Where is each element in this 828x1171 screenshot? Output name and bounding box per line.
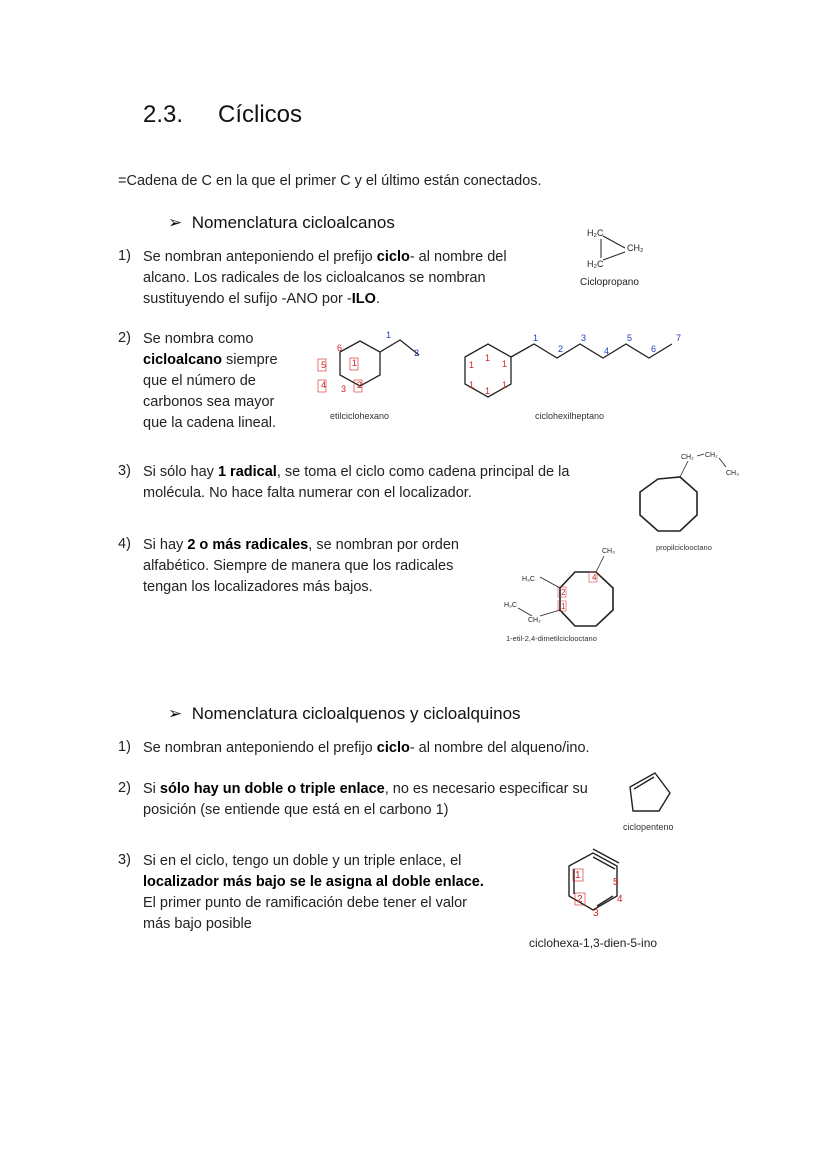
atom-label: CH₂ [627, 243, 644, 253]
subsection2-heading [168, 704, 521, 724]
structure-caption: ciclohexilheptano [535, 411, 605, 421]
ring-number: 6 [337, 343, 343, 353]
ring-number: 1 [485, 386, 491, 396]
section-number: 2.3. [143, 101, 184, 128]
ring-number: 4 [617, 894, 623, 905]
item-number: 3) [118, 463, 131, 479]
structure-caption: etilciclohexano [330, 411, 390, 421]
atom-label: CH₃ [726, 470, 739, 477]
ring-number: 2 [577, 894, 583, 905]
ring-number: 1 [352, 358, 358, 368]
ring-number: 1 [502, 380, 508, 390]
item-number: 1) [118, 739, 131, 755]
list-item: Se nombran anteponiendo el prefijo ciclo- al nombre del alcano. Los radicales de los cicloalcanos se nombran sustituyendo el sufijo -ANO por -ILO. [143, 249, 507, 307]
ring-number: 5 [613, 877, 619, 888]
atom-label: CH₃ [602, 548, 615, 555]
ring-number: 5 [321, 360, 327, 370]
ring-number: 1 [485, 353, 491, 363]
chain-number: 2 [558, 344, 564, 354]
ring-number: 1 [469, 380, 475, 390]
ring-number: 1 [469, 360, 475, 370]
ring-number: 2 [561, 588, 566, 597]
atom-label: CH₂ [705, 452, 718, 459]
atom-label: CH₂ [528, 617, 541, 624]
ciclopenteno-structure [615, 765, 695, 837]
atom-label: H₃C [522, 576, 535, 583]
atom-label: H₂C [587, 259, 604, 269]
chain-number: 1 [533, 333, 539, 343]
ring-number: 3 [593, 908, 599, 919]
list-item: Se nombran anteponiendo el prefijo ciclo- al nombre del alqueno/ino. [143, 740, 590, 756]
subsection1-title: Nomenclatura cicloalcanos [191, 213, 395, 232]
ciclohexadienino-structure [525, 848, 685, 953]
chain-number: 1 [386, 330, 392, 340]
dimetilciclooctano-structure [500, 540, 625, 648]
atom-label: H₂C [587, 228, 604, 238]
ciclopropano-structure [575, 222, 685, 292]
ring-number: 1 [502, 359, 508, 369]
ring-number: 4 [592, 573, 597, 582]
chain-number: 5 [627, 333, 633, 343]
ring-number: 1 [575, 870, 581, 881]
subsection1-heading [168, 213, 395, 233]
arrow-bullet-icon: ➢ [168, 213, 183, 232]
atom-label: CH₂ [681, 454, 694, 461]
ring-number: 2 [357, 380, 363, 390]
section-title: Cíclicos [218, 101, 303, 128]
item-number: 2) [118, 780, 131, 796]
atom-label: H₃C [504, 602, 517, 609]
chain-number: 4 [604, 346, 610, 356]
list-item: Si en el ciclo, tengo un doble y un triple enlace, el localizador más bajo se le asigna al doble enlace. El primer punto de ramificación debe tener el valor más bajo posible [143, 853, 484, 932]
chain-number: 7 [676, 333, 682, 343]
propilciclooctano-structure [630, 447, 750, 557]
ring-number: 1 [561, 602, 566, 611]
definition-text: =Cadena de C en la que el primer C y el último están conectados. [118, 173, 542, 189]
etilciclohexano-structure [310, 330, 450, 430]
list-item: Si hay 2 o más radicales, se nombran por orden alfabético. Siempre de manera que los radicales tengan los localizadores más bajos. [143, 537, 459, 595]
structure-caption: 1-etil-2,4-dimetilciclooctano [506, 634, 597, 643]
list-item: Si sólo hay 1 radical, se toma el ciclo como cadena principal de la molécula. No hace falta numerar con el localizador. [143, 464, 570, 501]
item-number: 4) [118, 536, 131, 552]
list-item: Se nombra como cicloalcano siempre que el número de carbonos sea mayor que la cadena lineal. [143, 331, 278, 431]
ring-number: 3 [341, 384, 347, 394]
structure-caption: propilciclooctano [656, 543, 712, 552]
structure-caption: ciclopenteno [623, 822, 674, 832]
list-item: Si sólo hay un doble o triple enlace, no es necesario especificar su posición (se entiende que está en el carbono 1) [143, 781, 588, 818]
structure-caption: Ciclopropano [580, 277, 639, 288]
item-number: 2) [118, 330, 131, 346]
ring-number: 4 [321, 380, 327, 390]
item-number: 3) [118, 852, 131, 868]
arrow-bullet-icon: ➢ [168, 704, 183, 723]
chain-number: 3 [581, 333, 587, 343]
subsection2-title: Nomenclatura cicloalquenos y cicloalquinos [191, 704, 521, 723]
ciclohexilheptano-structure [455, 330, 695, 430]
item-number: 1) [118, 248, 131, 264]
structure-caption: ciclohexa-1,3-dien-5-ino [529, 936, 658, 950]
chain-number: 6 [651, 344, 657, 354]
chain-number: 2 [414, 348, 420, 358]
